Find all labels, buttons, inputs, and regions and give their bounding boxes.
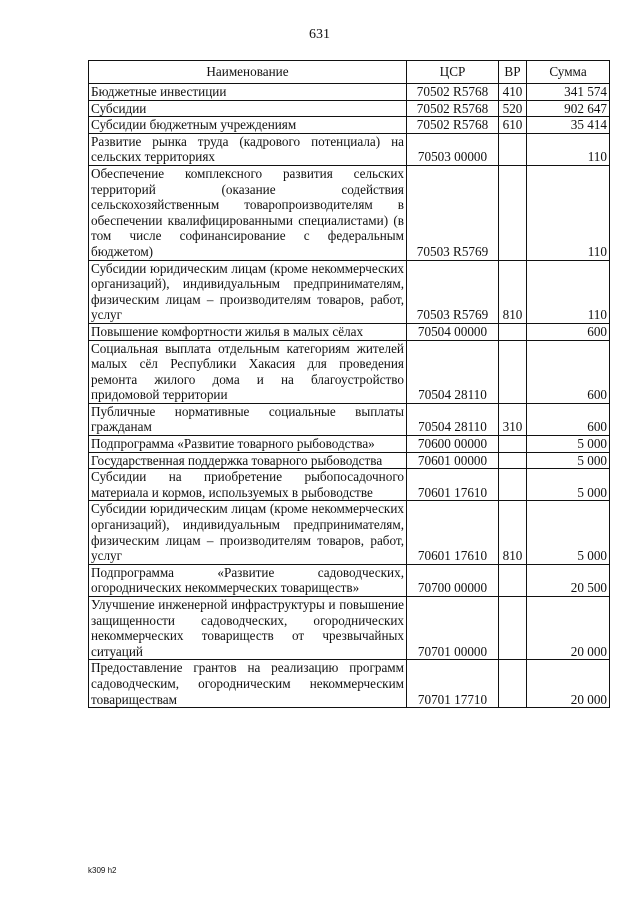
table-row (89, 452, 610, 469)
row-sum: 110 (527, 165, 610, 260)
row-vr (499, 660, 527, 708)
row-name: Подпрограмма «Развитие товарного рыбоводства» (89, 436, 407, 453)
row-name: Социальная выплата отдельным категориям жителей малых сёл Республики Хакасия для проведения ремонта жилого дома и на благоустройство придомовой территории (89, 340, 407, 403)
row-csr: 70504 00000 (407, 323, 499, 340)
table-row (89, 469, 610, 501)
row-sum: 5 000 (527, 501, 610, 564)
row-vr (499, 452, 527, 469)
row-vr: 610 (499, 117, 527, 134)
row-csr: 70700 00000 (407, 564, 499, 596)
table-row (89, 165, 610, 260)
table-row (89, 340, 610, 403)
table-row (89, 403, 610, 435)
row-csr: 70503 R5769 (407, 165, 499, 260)
row-name: Обеспечение комплексного развития сельских территорий (оказание содействия сельскохозяйственным товаропроизводителям в обеспечении квалифицированными специалистами) (в том числе софинансирование с федеральным бюджетом) (89, 165, 407, 260)
row-vr (499, 340, 527, 403)
row-name: Улучшение инженерной инфраструктуры и повышение защищенности садоводческих, огороднических некоммерческих товариществ от чрезвычайных ситуаций (89, 597, 407, 660)
table-row (89, 501, 610, 564)
row-vr (499, 597, 527, 660)
table-row (89, 133, 610, 165)
row-name: Государственная поддержка товарного рыбоводства (89, 452, 407, 469)
row-csr: 70601 00000 (407, 452, 499, 469)
table-row (89, 564, 610, 596)
footer-code: k309 h2 (88, 866, 117, 875)
row-vr (499, 165, 527, 260)
row-csr: 70600 00000 (407, 436, 499, 453)
row-vr: 410 (499, 84, 527, 101)
table-row (89, 100, 610, 117)
row-sum: 35 414 (527, 117, 610, 134)
row-csr: 70601 17610 (407, 469, 499, 501)
row-csr: 70601 17610 (407, 501, 499, 564)
table-row (89, 260, 610, 323)
row-vr (499, 436, 527, 453)
row-csr: 70503 R5769 (407, 260, 499, 323)
row-name: Публичные нормативные социальные выплаты гражданам (89, 403, 407, 435)
row-name: Субсидии бюджетным учреждениям (89, 117, 407, 134)
row-sum: 20 500 (527, 564, 610, 596)
row-sum: 5 000 (527, 452, 610, 469)
row-csr: 70504 28110 (407, 340, 499, 403)
row-name: Предоставление грантов на реализацию программ садоводческим, огородническим некоммерческим товариществам (89, 660, 407, 708)
table-row (89, 436, 610, 453)
header-vr: ВР (499, 61, 527, 84)
row-vr (499, 469, 527, 501)
row-name: Развитие рынка труда (кадрового потенциала) на сельских территориях (89, 133, 407, 165)
row-name: Субсидии на приобретение рыбопосадочного материала и кормов, используемых в рыбоводстве (89, 469, 407, 501)
row-vr: 520 (499, 100, 527, 117)
table-row (89, 84, 610, 101)
row-csr: 70503 00000 (407, 133, 499, 165)
row-vr: 310 (499, 403, 527, 435)
row-csr: 70701 17710 (407, 660, 499, 708)
row-sum: 902 647 (527, 100, 610, 117)
row-csr: 70502 R5768 (407, 100, 499, 117)
row-vr: 810 (499, 501, 527, 564)
row-csr: 70502 R5768 (407, 84, 499, 101)
row-name: Субсидии юридическим лицам (кроме некоммерческих организаций), индивидуальным предпринимателям, физическим лицам – производителям товаров, работ, услуг (89, 260, 407, 323)
row-vr (499, 564, 527, 596)
row-sum: 5 000 (527, 469, 610, 501)
row-name: Повышение комфортности жилья в малых сёлах (89, 323, 407, 340)
page-number: 631 (309, 27, 330, 42)
row-sum: 110 (527, 260, 610, 323)
row-vr: 810 (499, 260, 527, 323)
row-csr: 70504 28110 (407, 403, 499, 435)
row-csr: 70502 R5768 (407, 117, 499, 134)
row-vr (499, 323, 527, 340)
row-sum: 5 000 (527, 436, 610, 453)
table-row (89, 117, 610, 134)
row-name: Субсидии юридическим лицам (кроме некоммерческих организаций), индивидуальным предпринимателям, физическим лицам – производителям товаров, работ, услуг (89, 501, 407, 564)
table-header-row (89, 61, 610, 84)
header-csr: ЦСР (407, 61, 499, 84)
row-name: Бюджетные инвестиции (89, 84, 407, 101)
header-sum: Сумма (527, 61, 610, 84)
row-name: Подпрограмма «Развитие садоводческих, огороднических некоммерческих товариществ» (89, 564, 407, 596)
row-vr (499, 133, 527, 165)
row-csr: 70701 00000 (407, 597, 499, 660)
row-sum: 110 (527, 133, 610, 165)
row-sum: 20 000 (527, 660, 610, 708)
table-row (89, 323, 610, 340)
table-row (89, 660, 610, 708)
row-name: Субсидии (89, 100, 407, 117)
row-sum: 600 (527, 323, 610, 340)
row-sum: 600 (527, 403, 610, 435)
row-sum: 341 574 (527, 84, 610, 101)
budget-table (88, 60, 610, 708)
row-sum: 20 000 (527, 597, 610, 660)
table-row (89, 597, 610, 660)
header-name: Наименование (89, 61, 407, 84)
row-sum: 600 (527, 340, 610, 403)
